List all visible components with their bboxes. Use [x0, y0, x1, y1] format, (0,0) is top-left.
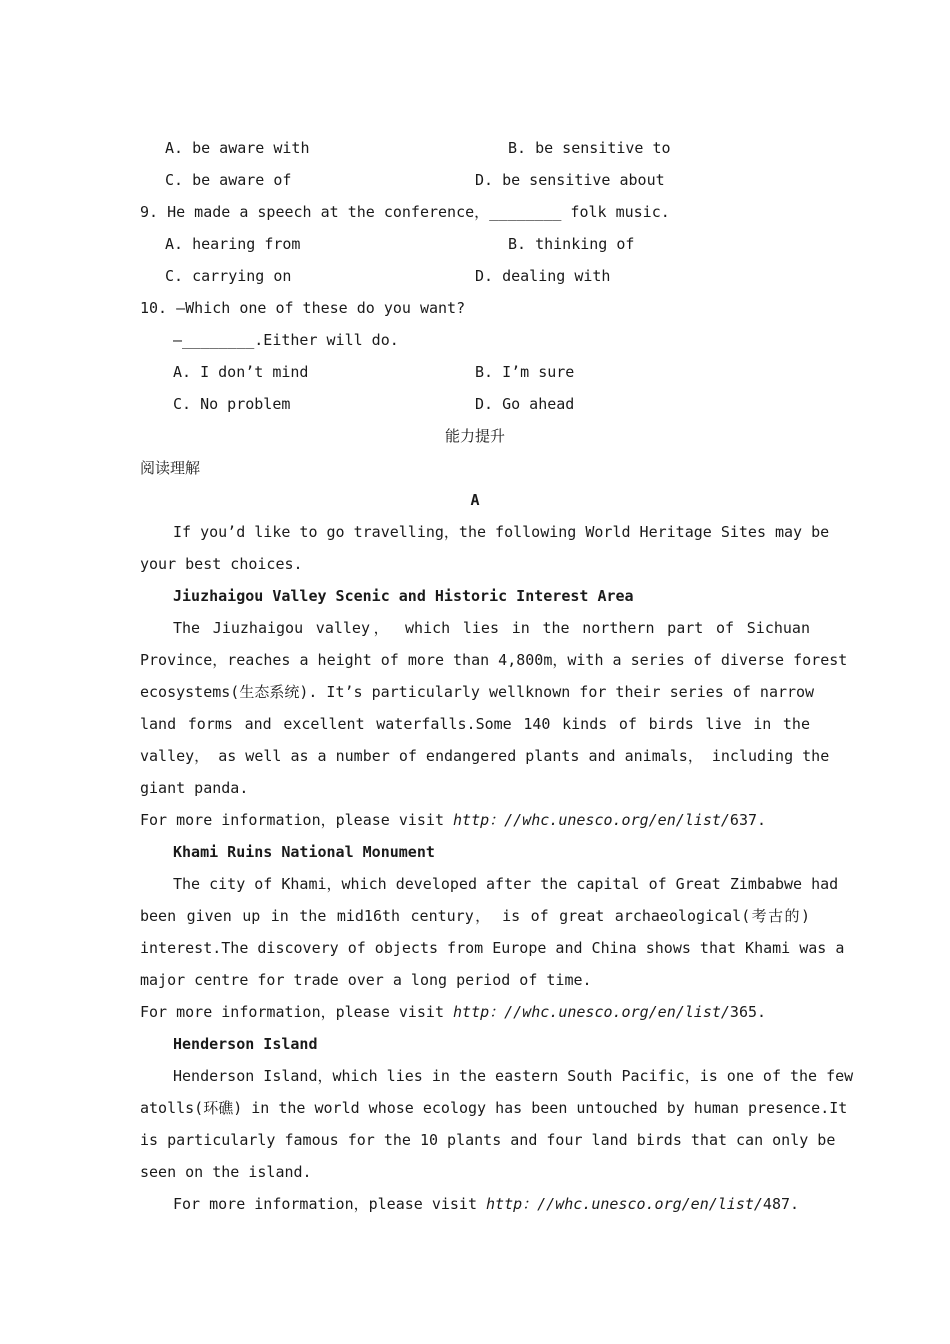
more-info-number: 365. [729, 1003, 767, 1021]
site-paragraph-line: giant panda. [140, 779, 249, 797]
more-info-prefix: For more information，please visit [173, 1195, 487, 1213]
more-info-line [140, 810, 766, 830]
more-info-link[interactable]: http：//whc.unesco.org/en/list/ [453, 811, 730, 829]
intro-line: If you’d like to go travelling，the following World Heritage Sites may be [173, 523, 830, 541]
site-title: Jiuzhaigou Valley Scenic and Historic Interest Area [173, 587, 634, 605]
site-paragraph-line: been given up in the mid16th century， is of great archaeological(考古的) [140, 907, 810, 925]
more-info-link[interactable]: http：//whc.unesco.org/en/list/ [453, 1003, 730, 1021]
q8-option-d: D. be sensitive about [475, 171, 665, 189]
q10-stem: 10. —Which one of these do you want? [140, 299, 466, 317]
q10-reply: —________.Either will do. [173, 331, 399, 349]
q10-option-d: D. Go ahead [475, 395, 575, 413]
passage-label: A [470, 491, 480, 509]
site-paragraph-line: interest.The discovery of objects from Europe and China shows that Khami was a [140, 939, 845, 957]
more-info-prefix: For more information，please visit [140, 1003, 454, 1021]
intro-line: your best choices. [140, 555, 303, 573]
site-paragraph-line: land forms and excellent waterfalls.Some 140 kinds of birds live in the [140, 715, 810, 733]
more-info-line [140, 1002, 766, 1022]
site-title: Khami Ruins National Monument [173, 843, 435, 861]
q9-option-b: B. thinking of [508, 235, 635, 253]
site-paragraph-line: ecosystems(生态系统). It’s particularly wellknown for their series of narrow [140, 683, 815, 701]
site-paragraph-line: Province，reaches a height of more than 4,800m，with a series of diverse forest [140, 651, 848, 669]
q8-option-b: B. be sensitive to [508, 139, 671, 157]
q10-option-b: B. I’m sure [475, 363, 575, 381]
more-info-number: 637. [729, 811, 767, 829]
site-paragraph-line: Henderson Island，which lies in the eastern South Pacific，is one of the few [173, 1067, 854, 1085]
q9-option-a: A. hearing from [165, 235, 301, 253]
site-paragraph-line: The city of Khami，which developed after the capital of Great Zimbabwe had [173, 875, 839, 893]
more-info-prefix: For more information，please visit [140, 811, 454, 829]
q8-option-c: C. be aware of [165, 171, 292, 189]
site-paragraph-line: The Jiuzhaigou valley， which lies in the northern part of Sichuan [173, 619, 810, 637]
section-title: 能力提升 [444, 427, 505, 445]
q10-option-a: A. I don’t mind [173, 363, 309, 381]
site-paragraph-line: valley， as well as a number of endangered plants and animals， including the [140, 747, 830, 765]
q9-option-d: D. dealing with [475, 267, 611, 285]
reading-label: 阅读理解 [140, 459, 201, 477]
more-info-line [173, 1194, 799, 1214]
q10-option-c: C. No problem [173, 395, 291, 413]
q9-stem: 9. He made a speech at the conference，________ folk music. [140, 203, 670, 221]
more-info-link[interactable]: http：//whc.unesco.org/en/list/ [486, 1195, 763, 1213]
more-info-number: 487. [762, 1195, 800, 1213]
site-title: Henderson Island [173, 1035, 318, 1053]
site-paragraph-line: is particularly famous for the 10 plants and four land birds that can only be [140, 1131, 836, 1149]
q9-option-c: C. carrying on [165, 267, 292, 285]
site-paragraph-line: seen on the island. [140, 1163, 312, 1181]
q8-option-a: A. be aware with [165, 139, 310, 157]
site-paragraph-line: atolls(环礁) in the world whose ecology has been untouched by human presence.It [140, 1099, 848, 1117]
site-paragraph-line: major centre for trade over a long period of time. [140, 971, 592, 989]
